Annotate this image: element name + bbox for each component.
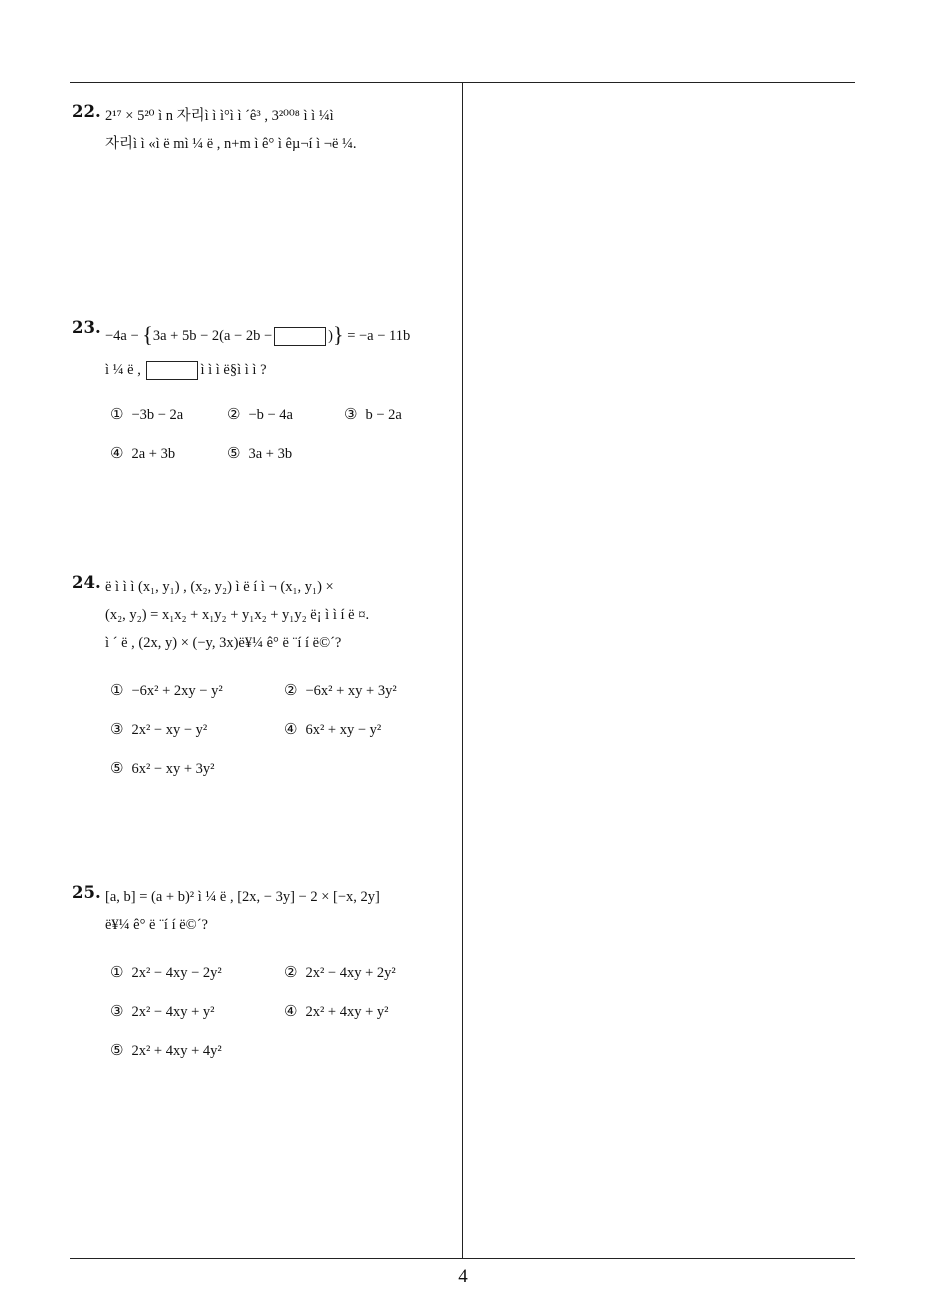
choice-text: 2x² − xy − y² — [131, 722, 208, 738]
expression-part: ) — [328, 328, 333, 344]
choice-list — [110, 963, 460, 1080]
choice-marker: ⑤ — [110, 759, 124, 777]
choice-marker: ④ — [284, 720, 298, 738]
page-number: 4 — [458, 1266, 468, 1287]
column-divider — [462, 82, 463, 1258]
choice-marker: ① — [110, 405, 124, 423]
choice-text: −b − 4a — [248, 407, 293, 423]
choice-2[interactable] — [227, 405, 344, 424]
problem-24 — [72, 573, 460, 798]
choice-4[interactable] — [284, 720, 381, 739]
choice-marker: ④ — [284, 1002, 298, 1020]
choice-2[interactable] — [284, 681, 397, 700]
choice-marker: ④ — [110, 444, 124, 462]
problem-text-line: 2¹⁷ × 5²⁰ ì n 자리ì ì ì°ì ì ´ê³ , 3²⁰⁰⁸ ì ì ¼ì — [105, 108, 334, 124]
choice-5[interactable] — [110, 759, 215, 778]
choice-3[interactable] — [110, 720, 284, 739]
choice-3[interactable] — [344, 405, 402, 424]
expression-part: −4a − — [105, 328, 139, 344]
bottom-rule — [70, 1258, 855, 1259]
choice-3[interactable] — [110, 1002, 284, 1021]
problem-number: 25. — [72, 883, 101, 902]
choice-text: b − 2a — [365, 407, 402, 423]
answer-blank-box — [274, 327, 326, 346]
problem-text-line: 자리ì ì «ì ë mì ¼ ë , n+m ì ê° ì êµ¬í ì ¬ë ¼. — [105, 136, 357, 152]
choice-1[interactable] — [110, 681, 284, 700]
expression-part: 3a + 5b − 2(a − 2b − — [152, 328, 273, 344]
text-part: ì ¼ ë , — [105, 362, 141, 378]
problem-25 — [72, 883, 460, 1080]
choice-marker: ③ — [110, 720, 124, 738]
choice-4[interactable] — [284, 1002, 389, 1021]
problem-number: 23. — [72, 318, 101, 337]
choice-text: 2x² − 4xy − 2y² — [131, 965, 222, 981]
choice-marker: ② — [284, 963, 298, 981]
problem-23 — [72, 318, 460, 483]
problem-expression — [105, 318, 460, 353]
choice-5[interactable] — [227, 444, 292, 463]
choice-marker: ⑤ — [227, 444, 241, 462]
problem-text-line: (x₂, y₂) = x₁x₂ + x₁y₂ + y₁x₂ + y₁y₂ ë¡ ì ì í ë ¤. — [105, 607, 370, 623]
choice-4[interactable] — [110, 444, 227, 463]
choice-text: 3a + 3b — [248, 446, 293, 462]
choice-text: 2a + 3b — [131, 446, 176, 462]
problem-text-line: ì ´ ë , (2x, y) × (−y, 3x)ë¥¼ ê° ë ¨í í ë©´? — [105, 635, 342, 651]
answer-blank-box — [146, 361, 198, 380]
choice-list — [110, 405, 460, 483]
left-brace: { — [142, 322, 153, 347]
choice-text: 2x² − 4xy + y² — [131, 1004, 215, 1020]
choice-text: −3b − 2a — [131, 407, 184, 423]
problem-text-line: ë ì ì ì (x₁, y₁) , (x₂, y₂) ì ë í ì ¬ (x₁, y₁) × — [105, 579, 334, 595]
choice-text: 2x² + 4xy + y² — [305, 1004, 389, 1020]
problem-number: 24. — [72, 573, 101, 592]
choice-1[interactable] — [110, 963, 284, 982]
right-brace: } — [333, 322, 344, 347]
choice-marker: ② — [227, 405, 241, 423]
choice-text: −6x² + 2xy − y² — [131, 683, 223, 699]
choice-2[interactable] — [284, 963, 396, 982]
choice-text: 6x² + xy − y² — [305, 722, 382, 738]
choice-5[interactable] — [110, 1041, 222, 1060]
choice-list — [110, 681, 460, 798]
choice-marker: ③ — [344, 405, 358, 423]
problem-text-line: ë¥¼ ê° ë ¨í í ë©´? — [105, 917, 208, 933]
choice-text: −6x² + xy + 3y² — [305, 683, 397, 699]
expression-part: = −a − 11b — [347, 328, 411, 344]
text-part: ì ì ì ë§ì ì ì ? — [200, 362, 267, 378]
choice-marker: ① — [110, 963, 124, 981]
choice-marker: ③ — [110, 1002, 124, 1020]
choice-text: 2x² − 4xy + 2y² — [305, 965, 396, 981]
problem-text-line: [a, b] = (a + b)² ì ¼ ë , [2x, − 3y] − 2 × [−x, 2y] — [105, 889, 380, 905]
choice-text: 2x² + 4xy + 4y² — [131, 1043, 222, 1059]
choice-text: 6x² − xy + 3y² — [131, 761, 215, 777]
problem-number: 22. — [72, 102, 101, 121]
problem-text-line — [105, 353, 460, 387]
choice-1[interactable] — [110, 405, 227, 424]
choice-marker: ⑤ — [110, 1041, 124, 1059]
problem-22 — [72, 102, 460, 158]
choice-marker: ① — [110, 681, 124, 699]
choice-marker: ② — [284, 681, 298, 699]
